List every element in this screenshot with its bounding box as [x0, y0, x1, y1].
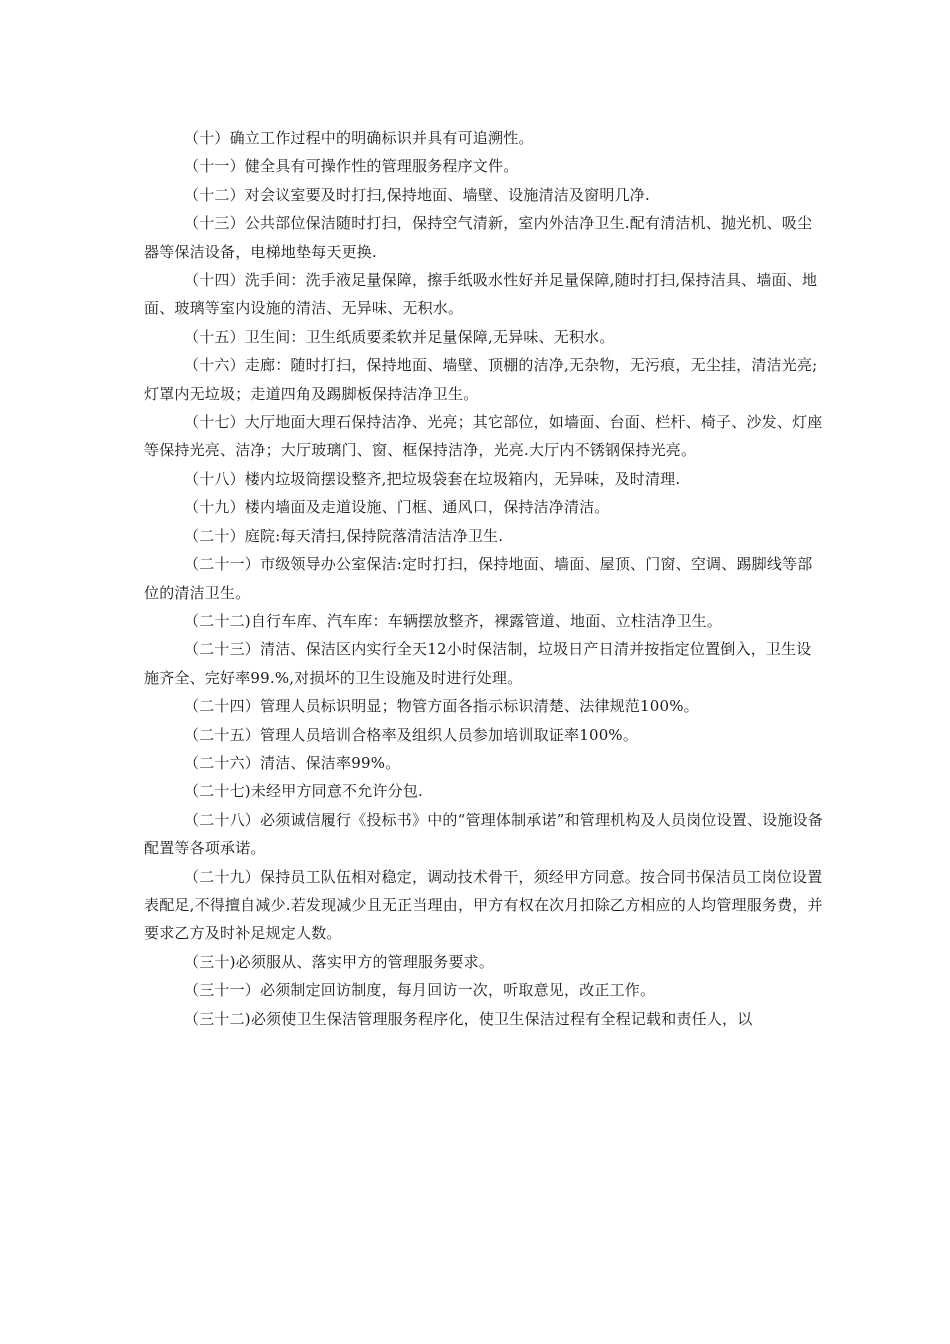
clause-29: （二十九）保持员工队伍相对稳定，调动技术骨干，须经甲方同意。按合同书保洁员工岗位设置表配足,不得擅自减少.若发现减少且无正当理由，甲方有权在次月扣除乙方相应的人均管理服务费，并要求乙方及时补足规定人数。 — [144, 867, 823, 943]
clause-12: （十二）对会议室要及时打扫,保持地面、墙壁、设施清洁及窗明几净. — [184, 185, 650, 204]
clause-11: （十一）健全具有可操作性的管理服务程序文件。 — [184, 157, 519, 176]
clause-26: （二十六）清洁、保洁率99%。 — [184, 753, 401, 772]
clause-20: （二十）庭院:每天清扫,保持院落清洁洁净卫生. — [184, 526, 504, 545]
clause-25: （二十五）管理人员培训合格率及组织人员参加培训取证率100%。 — [184, 725, 639, 744]
clause-23: （二十三）清洁、保洁区内实行全天12小时保洁制，垃圾日产日清并按指定位置倒入，卫生设施齐全、完好率99.%,对损坏的卫生设施及时进行处理。 — [144, 640, 812, 687]
clause-13: （十三）公共部位保洁随时打扫，保持空气清新，室内外洁净卫生.配有清洁机、抛光机、吸尘器等保洁设备，电梯地垫每天更换. — [144, 214, 813, 261]
clause-30: （三十)必须服从、落实甲方的管理服务要求。 — [184, 952, 495, 971]
clause-21: （二十一）市级领导办公室保洁:定时打扫，保持地面、墙面、屋顶、门窗、空调、踢脚线等部位的清洁卫生。 — [144, 555, 813, 602]
clause-15: （十五）卫生间：卫生纸质要柔软并足量保障,无异味、无积水。 — [184, 327, 615, 346]
clause-24: （二十四）管理人员标识明显；物管方面各指示标识清楚、法律规范100%。 — [184, 697, 699, 716]
clause-32: （三十二)必须使卫生保洁管理服务程序化，使卫生保洁过程有全程记载和责任人，以 — [184, 1009, 753, 1028]
clause-28: （二十八）必须诚信履行《投标书》中的“管理体制承诺”和管理机构及人员岗位设置、设施设备配置等各项承诺。 — [144, 810, 823, 858]
clause-16: （十六）走廊：随时打扫，保持地面、墙壁、顶棚的洁净,无杂物，无污痕，无尘挂，清洁光亮;灯罩内无垃圾；走道四角及踢脚板保持洁净卫生。 — [144, 356, 818, 403]
clause-22: （二十二)自行车库、汽车库：车辆摆放整齐，裸露管道、地面、立柱洁净卫生。 — [184, 611, 723, 630]
clause-27: （二十七)未经甲方同意不允许分包. — [184, 782, 424, 801]
document-body — [144, 124, 824, 1033]
clause-17: （十七）大厅地面大理石保持洁净、光亮；其它部位，如墙面、台面、栏杆、椅子、沙发、灯座等保持光亮、洁净；大厅玻璃门、窗、框保持洁净，光亮.大厅内不锈钢保持光亮。 — [144, 413, 823, 460]
clause-19: （十九）楼内墙面及走道设施、门框、通风口，保持洁净清洁。 — [184, 498, 610, 517]
clause-10: （十）确立工作过程中的明确标识并具有可追溯性。 — [184, 129, 534, 147]
clause-31: （三十一）必须制定回访制度，每月回访一次，听取意见，改正工作。 — [184, 981, 656, 1000]
clause-14: （十四）洗手间：洗手液足量保障，擦手纸吸水性好并足量保障,随时打扫,保持洁具、墙面、地面、玻璃等室内设施的清洁、无异味、无积水。 — [144, 271, 818, 318]
clause-18: （十八）楼内垃圾筒摆设整齐,把垃圾袋套在垃圾箱内，无异味，及时清理. — [184, 469, 681, 488]
